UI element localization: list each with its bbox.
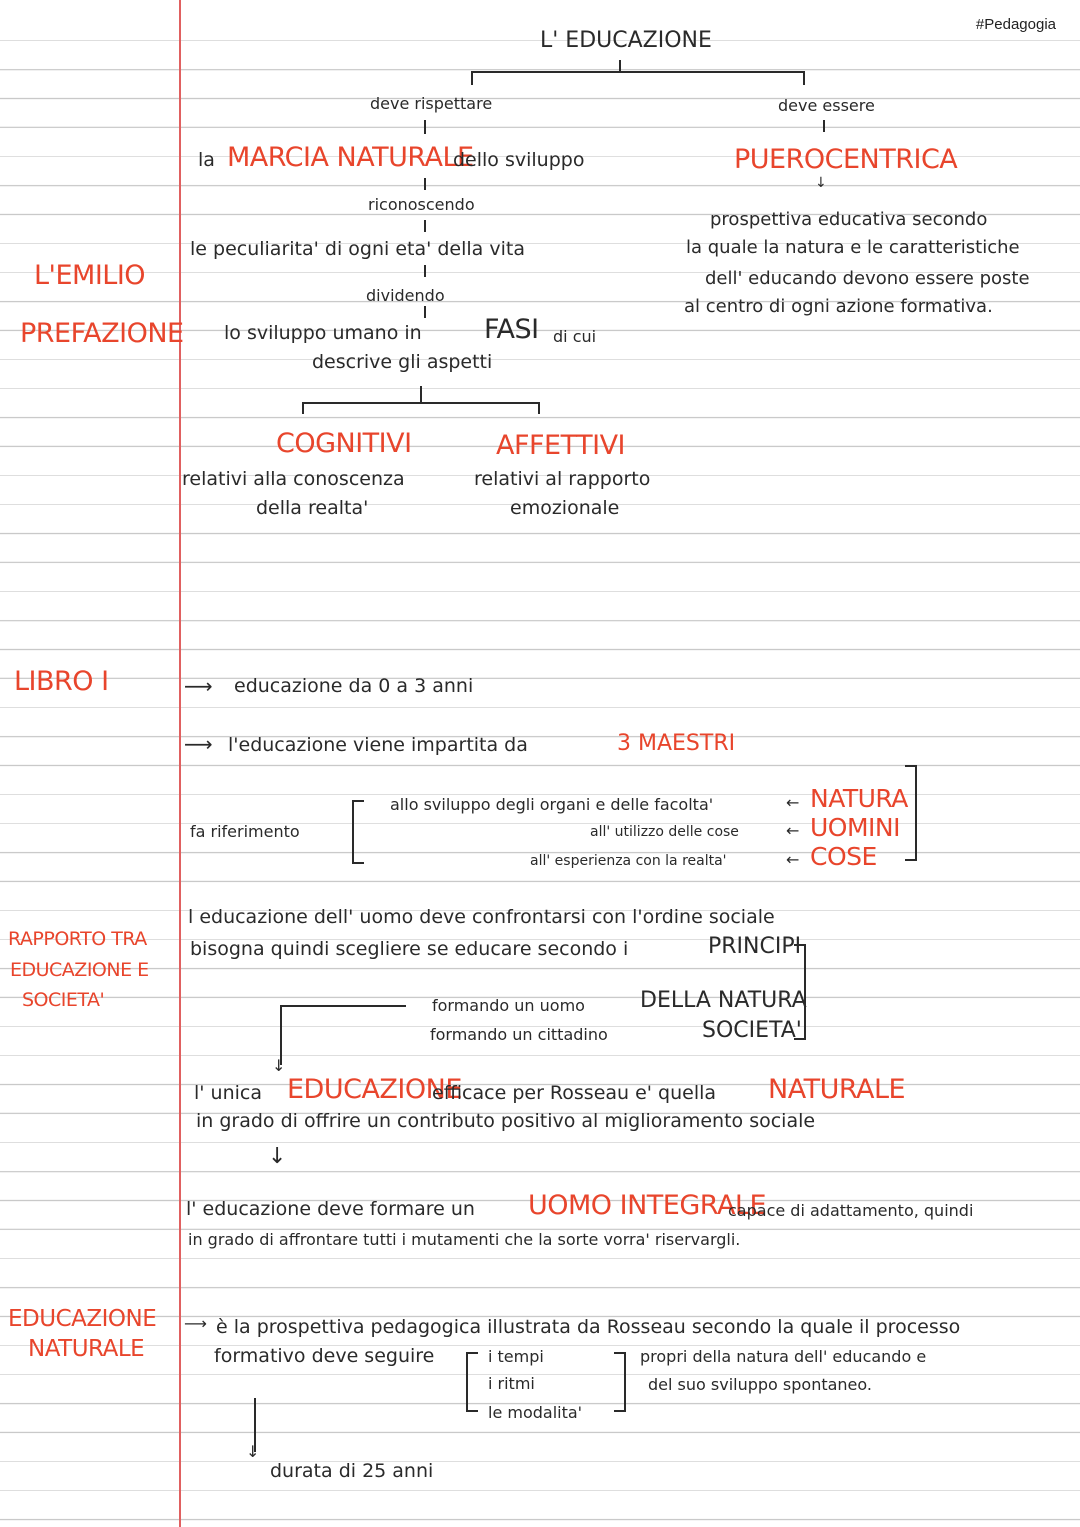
- di-cui: di cui: [553, 327, 597, 346]
- seguire-left-bracket: [466, 1352, 478, 1412]
- naturale-highlight: NATURALE: [768, 1074, 906, 1105]
- aspetti-branch-line: [302, 402, 540, 404]
- peculiarita: le peculiarita' di ogni eta' della vita: [190, 238, 525, 260]
- seguire-right-bracket: [614, 1352, 626, 1412]
- marcia-pre: la: [198, 149, 215, 171]
- title-branch-line: [471, 71, 805, 73]
- down-arrow-icon: ↓: [815, 175, 827, 191]
- right-branch-tick: [803, 71, 805, 85]
- sviluppo-pre: lo sviluppo umano in: [224, 322, 422, 344]
- formare-post: capace di adattamento, quindi: [728, 1201, 974, 1220]
- down-arrow-icon: ↓: [272, 1056, 286, 1075]
- left-bracket: [352, 800, 364, 864]
- sidebar-rapporto-3: SOCIETA': [22, 989, 105, 1011]
- sidebar-educazione-naturale-2: NATURALE: [28, 1336, 145, 1362]
- libro-line-2: l'educazione viene impartita da: [228, 734, 528, 756]
- riconoscendo: riconoscendo: [368, 195, 475, 214]
- cognitivi-tick: [302, 402, 304, 414]
- unica-mid: efficace per Rosseau e' quella: [432, 1082, 717, 1104]
- grado-line: in grado di offrire un contributo positivo al miglioramento sociale: [196, 1110, 816, 1132]
- connector: [424, 120, 426, 134]
- seguire-ritmi: i ritmi: [488, 1374, 535, 1393]
- fa-riferimento: fa riferimento: [190, 822, 300, 841]
- naturale-line-1: è la prospettiva pedagogica illustrata da Rosseau secondo la quale il processo: [216, 1316, 961, 1338]
- sidebar-libro: LIBRO I: [14, 666, 109, 697]
- puero-desc-4: al centro di ogni azione formativa.: [684, 296, 993, 317]
- rif-3: all' esperienza con la realta': [530, 853, 727, 869]
- formando-uomo: formando un uomo: [432, 996, 585, 1015]
- right-bracket: [905, 765, 917, 861]
- puero-desc-3: dell' educando devono essere poste: [705, 268, 1030, 289]
- seguire-modalita: le modalita': [488, 1403, 583, 1422]
- cognitivi: COGNITIVI: [276, 428, 412, 459]
- sidebar-prefazione: PREFAZIONE: [20, 318, 184, 349]
- educazione-highlight: EDUCAZIONE: [287, 1074, 462, 1105]
- down-arrow-icon: ↓: [268, 1144, 287, 1169]
- left-arrow-icon: ←: [786, 821, 800, 840]
- societa: SOCIETA': [702, 1018, 802, 1043]
- affettivi: AFFETTIVI: [496, 430, 625, 461]
- connector: [823, 120, 825, 132]
- affettivi-tick: [538, 402, 540, 414]
- formando-connector: [280, 1005, 406, 1007]
- left-branch-tick: [471, 71, 473, 85]
- tre-maestri: 3 MAESTRI: [617, 731, 736, 756]
- affrontare-line: in grado di affrontare tutti i mutamenti che la sorte vorra' riservargli.: [188, 1230, 741, 1249]
- formando-cittadino: formando un cittadino: [430, 1025, 608, 1044]
- right-arrow-icon: ⟶: [184, 674, 213, 698]
- marcia-naturale: MARCIA NATURALE: [227, 142, 474, 173]
- sidebar-educazione-naturale-1: EDUCAZIONE: [8, 1306, 157, 1332]
- connector: [420, 386, 422, 403]
- margin-line: [179, 0, 181, 1527]
- left-arrow-icon: ←: [786, 793, 800, 812]
- puero-desc-2: la quale la natura e le caratteristiche: [686, 237, 1020, 258]
- hashtag-badge[interactable]: #Pedagogia: [966, 12, 1066, 37]
- tree-title: L' EDUCAZIONE: [540, 28, 712, 53]
- connector: [424, 306, 426, 318]
- left-branch-label: deve rispettare: [370, 94, 493, 113]
- connector: [424, 178, 426, 190]
- rif-1: allo sviluppo degli organi e delle facolta': [390, 795, 714, 814]
- principi: PRINCIPI: [708, 934, 802, 959]
- rapporto-line-2: bisogna quindi scegliere se educare secondo i: [190, 938, 629, 960]
- sidebar-emilio-title: L'EMILIO: [34, 260, 146, 291]
- seguire-tempi: i tempi: [488, 1347, 544, 1366]
- cognitivi-desc-1: relativi alla conoscenza: [182, 468, 405, 490]
- naturale-line-2: formativo deve seguire: [214, 1345, 435, 1367]
- maestro-natura: NATURA: [810, 784, 908, 813]
- right-arrow-icon: ⟶: [184, 1314, 207, 1333]
- uomo-integrale: UOMO INTEGRALE: [528, 1190, 767, 1221]
- propri-1: propri della natura dell' educando e: [640, 1347, 927, 1366]
- rapporto-line-1: l educazione dell' uomo deve confrontarsi con l'ordine sociale: [188, 906, 775, 928]
- connector: [424, 220, 426, 232]
- unica-pre: l' unica: [194, 1082, 262, 1104]
- della-natura: DELLA NATURA: [640, 988, 807, 1013]
- rif-2: all' utilizzo delle cose: [590, 824, 739, 840]
- fasi: FASI: [484, 314, 539, 345]
- dividendo: dividendo: [366, 286, 445, 305]
- puero-desc-1: prospettiva educativa secondo: [710, 209, 988, 230]
- right-arrow-icon: ⟶: [184, 732, 213, 756]
- down-arrow-icon: ↓: [246, 1442, 260, 1461]
- affettivi-desc-1: relativi al rapporto: [474, 468, 651, 490]
- maestro-cose: COSE: [810, 842, 877, 871]
- propri-2: del suo sviluppo spontaneo.: [648, 1375, 872, 1394]
- durata: durata di 25 anni: [270, 1460, 434, 1482]
- sidebar-rapporto-2: EDUCAZIONE E: [10, 959, 149, 981]
- descrive: descrive gli aspetti: [312, 351, 493, 373]
- connector: [424, 265, 426, 277]
- formare-pre: l' educazione deve formare un: [186, 1198, 475, 1220]
- left-arrow-icon: ←: [786, 850, 800, 869]
- puerocentrica: PUEROCENTRICA: [734, 144, 958, 175]
- right-branch-label: deve essere: [778, 96, 875, 115]
- libro-line-1: educazione da 0 a 3 anni: [234, 675, 474, 697]
- affettivi-desc-2: emozionale: [510, 497, 620, 519]
- cognitivi-desc-2: della realta': [256, 497, 369, 519]
- sidebar-rapporto-1: RAPPORTO TRA: [8, 928, 147, 950]
- maestro-uomini: UOMINI: [810, 813, 900, 842]
- marcia-post: dello sviluppo: [453, 149, 585, 171]
